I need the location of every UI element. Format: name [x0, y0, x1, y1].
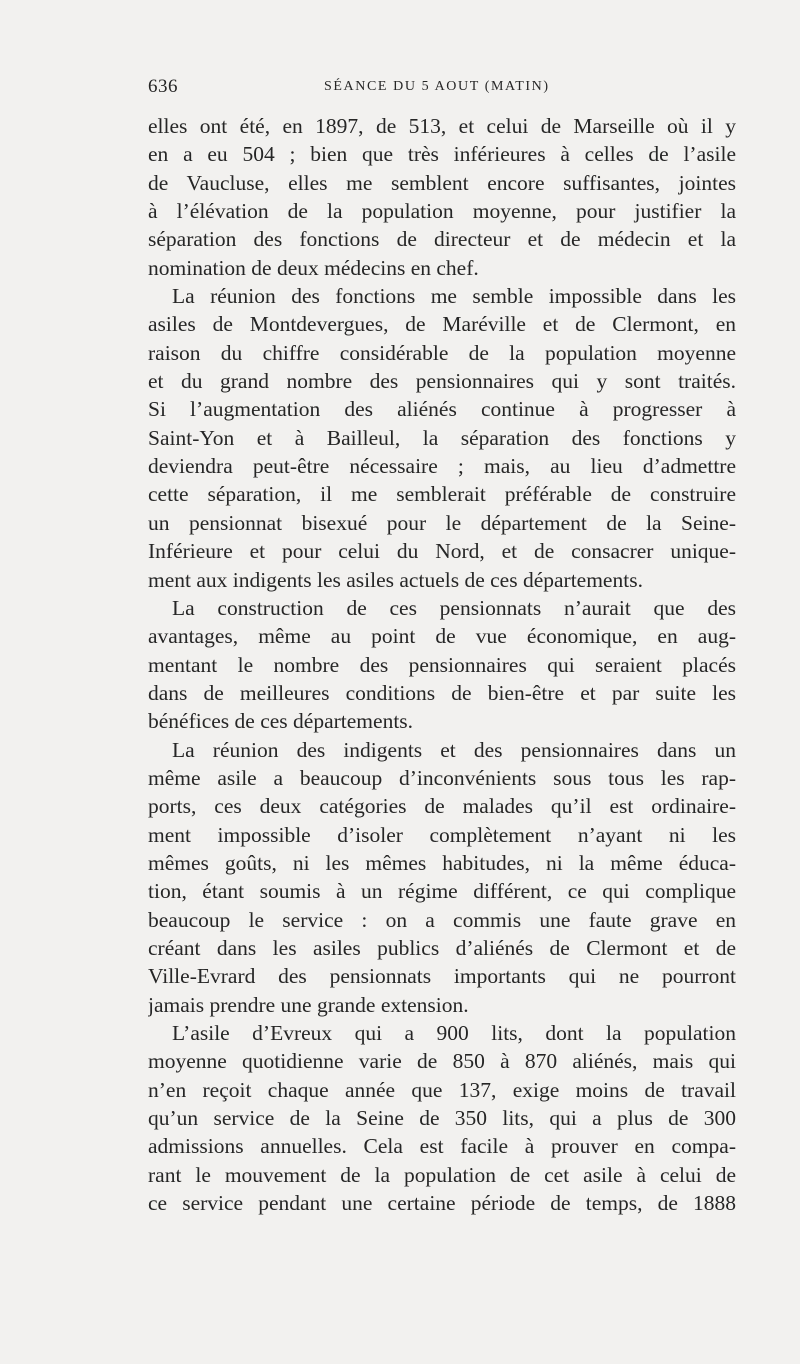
text-line: Saint-Yon et à Bailleul, la séparation des fonctions y — [148, 425, 736, 450]
text-line: un pensionnat bisexué pour le département de la Seine- — [148, 510, 736, 535]
text-line: moyenne quotidienne varie de 850 à 870 aliénés, mais qui — [148, 1049, 736, 1074]
text-line: bénéfices de ces départements. — [148, 709, 414, 734]
text-line: nomination de deux médecins en chef. — [148, 255, 479, 280]
text-line: La réunion des indigents et des pensionnaires dans un — [172, 737, 736, 762]
text-line: séparation des fonctions de directeur et de médecin et la — [148, 227, 736, 252]
text-line: qu’un service de la Seine de 350 lits, qui a plus de 300 — [148, 1106, 736, 1131]
text-line: raison du chiffre considérable de la population moyenne — [148, 340, 736, 365]
body-text — [148, 112, 736, 1217]
text-line: Si l’augmentation des aliénés continue à progresser à — [148, 397, 736, 422]
text-line: et du grand nombre des pensionnaires qui y sont traités. — [148, 369, 736, 394]
page-number: 636 — [148, 76, 178, 97]
text-line: en a eu 504 ; bien que très inférieures à celles de l’asile — [148, 142, 736, 167]
text-line: La construction de ces pensionnats n’aurait que des — [172, 595, 736, 620]
text-line: tion, étant soumis à un régime différent, ce qui complique — [148, 879, 736, 904]
text-line: à l’élévation de la population moyenne, pour justifier la — [148, 199, 736, 224]
text-line: dans de meilleures conditions de bien-être et par suite les — [148, 680, 736, 705]
text-line: rant le mouvement de la population de cet asile à celui de — [148, 1162, 736, 1187]
text-line: créant dans les asiles publics d’aliénés de Clermont et de — [148, 935, 736, 960]
text-line: deviendra peut-être nécessaire ; mais, au lieu d’admettre — [148, 454, 736, 479]
text-line: n’en reçoit chaque année que 137, exige moins de travail — [148, 1077, 736, 1102]
text-line: La réunion des fonctions me semble impossible dans les — [172, 284, 736, 309]
page-header — [148, 76, 734, 102]
text-line: avantages, même au point de vue économique, en aug- — [148, 624, 736, 649]
text-line: ce service pendant une certaine période de temps, de 1888 — [148, 1191, 736, 1216]
text-line: cette séparation, il me semblerait préférable de construire — [148, 482, 736, 507]
running-head: SÉANCE DU 5 AOUT (MATIN) — [324, 79, 550, 94]
text-line: même asile a beaucoup d’inconvénients sous tous les rap- — [148, 765, 736, 790]
text-line: elles ont été, en 1897, de 513, et celui de Marseille où il y — [148, 114, 736, 138]
text-line: de Vaucluse, elles me semblent encore suffisantes, jointes — [148, 170, 736, 195]
text-line: ment impossible d’isoler complètement n’ayant ni les — [148, 822, 736, 847]
text-line: asiles de Montdevergues, de Maréville et de Clermont, en — [148, 312, 736, 337]
text-line: mêmes goûts, ni les mêmes habitudes, ni la même éduca- — [148, 850, 736, 875]
text-line: jamais prendre une grande extension. — [148, 992, 469, 1017]
text-line: beaucoup le service : on a commis une faute grave en — [148, 907, 736, 932]
text-line: mentant le nombre des pensionnaires qui seraient placés — [148, 652, 736, 677]
text-line: Ville-Evrard des pensionnats importants qui ne pourront — [148, 964, 736, 989]
text-line: ports, ces deux catégories de malades qu’il est ordinaire- — [148, 794, 736, 819]
text-line: admissions annuelles. Cela est facile à prouver en compa- — [148, 1134, 736, 1159]
text-line: Inférieure et pour celui du Nord, et de consacrer unique- — [148, 539, 736, 564]
text-line: ment aux indigents les asiles actuels de ces départements. — [148, 567, 643, 592]
text-line: L’asile d’Evreux qui a 900 lits, dont la population — [172, 1021, 736, 1045]
